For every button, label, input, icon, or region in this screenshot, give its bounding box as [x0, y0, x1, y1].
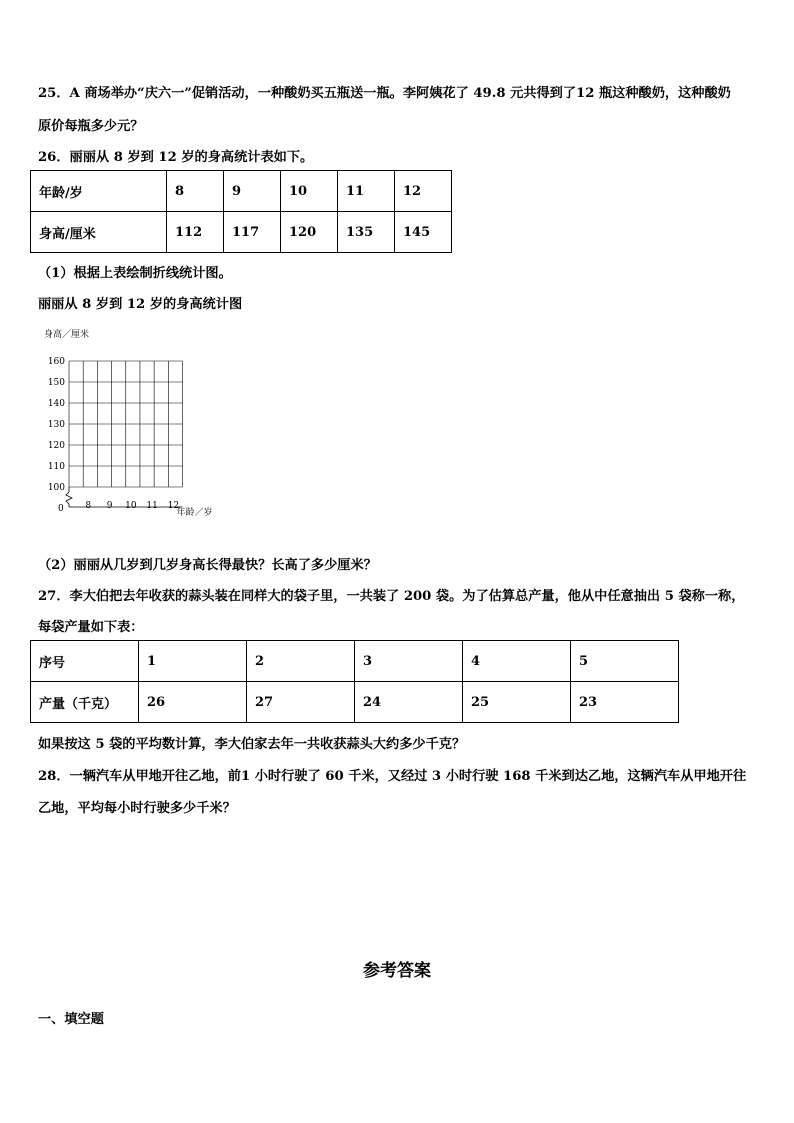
- table-cell: 112: [167, 212, 224, 253]
- table-cell: 产量（千克）: [31, 682, 139, 723]
- table-cell: 120: [281, 212, 338, 253]
- q28-text-line1: 28．一辆汽车从甲地开往乙地，前1 小时行驶了 60 千米，又经过 3 小时行驶 168 千米到达乙地，这辆汽车从甲地开往: [38, 769, 747, 784]
- x-axis-label: 年龄／岁: [176, 508, 213, 518]
- height-table: [30, 170, 452, 253]
- q27-question: 如果按这 5 袋的平均数计算，李大伯家去年一共收获蒜头大约多少千克？: [38, 737, 466, 752]
- y-tick-label: 160: [47, 357, 65, 367]
- table-row: [31, 682, 679, 723]
- table-cell: 11: [338, 171, 395, 212]
- table-cell: 12: [395, 171, 452, 212]
- table-cell: 10: [281, 171, 338, 212]
- x-tick-label: 12: [167, 501, 180, 511]
- q25-text-line2: 原价每瓶多少元？: [38, 119, 144, 134]
- table-row: [31, 641, 679, 682]
- q26-part1: （1）根据上表绘制折线统计图。: [38, 266, 232, 281]
- table-cell: 145: [395, 212, 452, 253]
- table-cell: 序号: [31, 641, 139, 682]
- q27-text-line2: 每袋产量如下表：: [38, 620, 144, 635]
- y-axis-label: 身高／厘米: [44, 330, 90, 340]
- y-tick-labels: [48, 357, 65, 493]
- table-cell: 26: [139, 682, 247, 723]
- table-row: [31, 171, 452, 212]
- table-cell: 年龄/岁: [31, 171, 167, 212]
- answers-title: 参考答案: [363, 961, 431, 981]
- table-cell: 2: [247, 641, 355, 682]
- table-cell: 27: [247, 682, 355, 723]
- answers-section-heading: 一、填空题: [38, 1012, 104, 1027]
- table-cell: 9: [224, 171, 281, 212]
- table-cell: 5: [571, 641, 679, 682]
- axis-break-mark: [66, 487, 72, 507]
- y-tick-label: 140: [47, 399, 65, 409]
- y-tick-label: 130: [47, 420, 65, 430]
- table-cell: 25: [463, 682, 571, 723]
- table-cell: 24: [355, 682, 463, 723]
- x-tick-label: 10: [125, 501, 137, 511]
- table-cell: 1: [139, 641, 247, 682]
- y-tick-label: 120: [47, 441, 65, 451]
- q26-intro: 26．丽丽从 8 岁到 12 岁的身高统计表如下。: [38, 150, 314, 165]
- origin-label: 0: [58, 504, 64, 514]
- table-cell: 135: [338, 212, 395, 253]
- table-cell: 23: [571, 682, 679, 723]
- q28-text-line2: 乙地，平均每小时行驶多少千米？: [38, 801, 236, 816]
- table-cell: 117: [224, 212, 281, 253]
- table-row: [31, 212, 452, 253]
- table-cell: 4: [463, 641, 571, 682]
- x-tick-label: 9: [106, 501, 113, 511]
- table-cell: 3: [355, 641, 463, 682]
- chart-title: 丽丽从 8 岁到 12 岁的身高统计图: [38, 297, 243, 312]
- q26-part2: （2）丽丽从几岁到几岁身高长得最快？长高了多少厘米？: [38, 558, 377, 573]
- chart-grid: [69, 361, 183, 487]
- y-tick-label: 100: [47, 483, 65, 493]
- y-tick-label: 110: [47, 462, 65, 472]
- x-tick-labels: [85, 501, 179, 511]
- q27-text-line1: 27．李大伯把去年收获的蒜头装在同样大的袋子里，一共装了 200 袋。为了估算总产量，他从中任意抽出 5 袋称一称，: [38, 589, 745, 604]
- table-cell: 8: [167, 171, 224, 212]
- yield-table: [30, 640, 679, 723]
- height-line-chart: [36, 322, 256, 534]
- y-tick-label: 150: [47, 378, 65, 388]
- table-cell: 身高/厘米: [31, 212, 167, 253]
- x-tick-label: 11: [146, 501, 158, 511]
- x-tick-label: 8: [85, 501, 92, 511]
- q25-text-line1: 25．A 商场举办“庆六一”促销活动，一种酸奶买五瓶送一瓶。李阿姨花了 49.8 元共得到了12 瓶这种酸奶，这种酸奶: [38, 86, 731, 101]
